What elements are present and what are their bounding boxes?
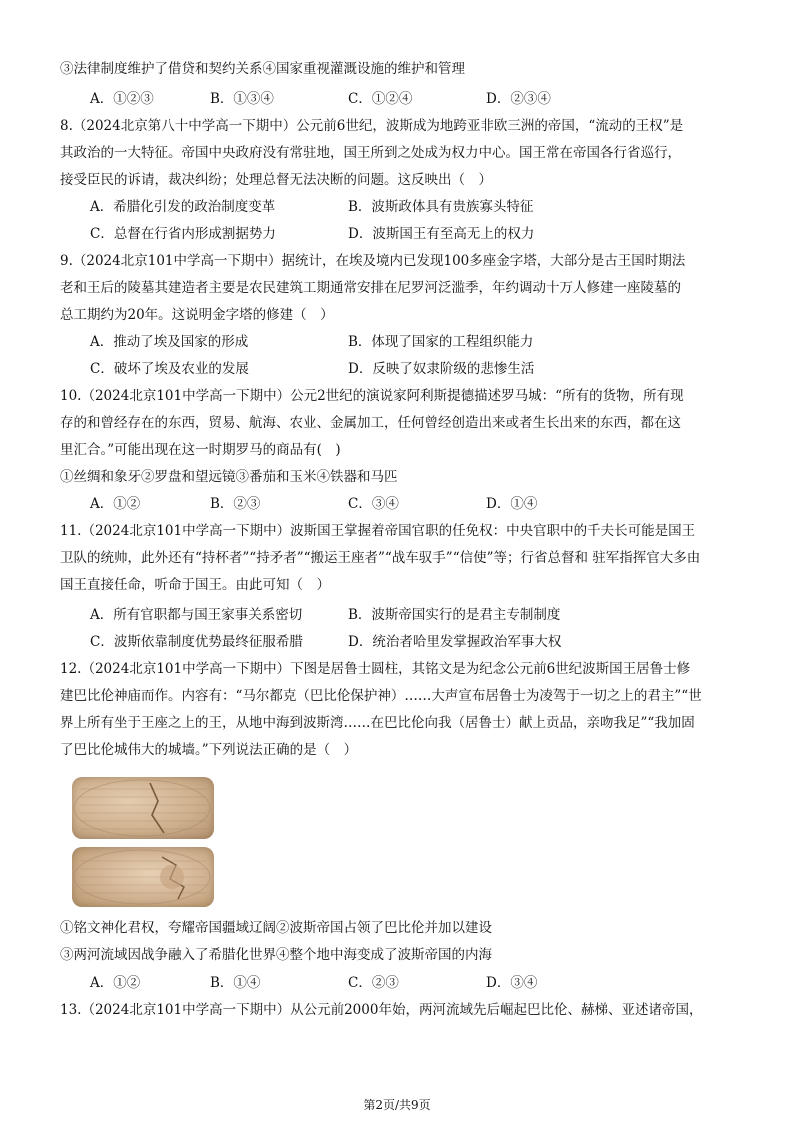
cyrus-cylinder-image-bottom bbox=[72, 847, 214, 907]
q9-stem-line-3: 总工期约为20年。这说明金字塔的修建（ ） bbox=[60, 307, 334, 323]
q9-option-b: B．体现了国家的工程组织能力 bbox=[348, 334, 534, 350]
cyrus-cylinder-image-top bbox=[72, 777, 214, 839]
q13-stem-line-1: 13.（2024北京101中学高一下期中）从公元前2000年始，两河流域先后崛起巴比伦、赫梯、亚述诸帝国， bbox=[60, 1002, 703, 1018]
page-number: 第2页/共9页 bbox=[363, 1098, 431, 1112]
q11-option-b: B．波斯帝国实行的是君主专制制度 bbox=[348, 607, 561, 623]
q10-option-d: D．①④ bbox=[486, 496, 538, 512]
q7-statements-line: ③法律制度维护了借贷和契约关系④国家重视灌溉设施的维护和管理 bbox=[60, 61, 465, 77]
q11-option-d: D．统治者哈里发掌握政治军事大权 bbox=[348, 634, 562, 650]
q12-statements-line-2: ③两河流域因战争融入了希腊化世界④整个地中海变成了波斯帝国的内海 bbox=[60, 947, 492, 963]
q9-stem-line-1: 9.（2024北京101中学高一下期中）据统计，在埃及境内已发现100多座金字塔，大部分是古王国时期法 bbox=[60, 253, 686, 269]
q8-stem-line-2: 其政治的一大特征。帝国中央政府没有常驻地，国王所到之处成为权力中心。国王常在帝国各行省巡行， bbox=[60, 145, 681, 161]
q12-option-c: C．②③ bbox=[348, 975, 399, 991]
q10-statements-line: ①丝绸和象牙②罗盘和望远镜③番茄和玉米④铁器和马匹 bbox=[60, 469, 398, 485]
q11-option-c: C．波斯依靠制度优势最终征服希腊 bbox=[90, 634, 303, 650]
q9-stem-line-2: 老和王后的陵墓其建造者主要是农民建筑工期通常安排在尼罗河泛滥季，年约调动十万人修建一座陵墓的 bbox=[60, 280, 681, 296]
q10-option-a: A．①② bbox=[90, 496, 141, 512]
q8-option-c: C．总督在行省内形成割据势力 bbox=[90, 226, 276, 242]
q10-option-b: B．②③ bbox=[210, 496, 261, 512]
q12-stem-line-3: 界上所有坐于王座之上的王，从地中海到波斯湾……在巴比伦向我（居鲁士）献上贡品，亲吻我足”“我加固 bbox=[60, 715, 695, 731]
q12-option-b: B．①④ bbox=[210, 975, 261, 991]
q10-stem-line-1: 10.（2024北京101中学高一下期中）公元2世纪的演说家阿利斯提德描述罗马城：“所有的货物，所有现 bbox=[60, 388, 684, 404]
q10-stem-line-2: 存的和曾经存在的东西，贸易、航海、农业、金属加工，任何曾经创造出来或者生长出来的东西，都在这 bbox=[60, 415, 681, 431]
q8-stem-line-3: 接受臣民的诉请，裁决纠纷；处理总督无法决断的问题。这反映出（ ） bbox=[60, 172, 492, 188]
q12-stem-line-1: 12.（2024北京101中学高一下期中）下图是居鲁士圆柱，其铭文是为纪念公元前6世纪波斯国王居鲁士修 bbox=[60, 661, 691, 677]
q9-option-d: D．反映了奴隶阶级的悲惨生活 bbox=[348, 361, 535, 377]
q8-stem-line-1: 8.（2024北京第八十中学高一下期中）公元前6世纪，波斯成为地跨亚非欧三洲的帝国，“流动的王权”是 bbox=[60, 118, 684, 134]
q10-stem-line-3: 里汇合。”可能出现在这一时期罗马的商品有( ) bbox=[60, 442, 341, 458]
q10-option-c: C．③④ bbox=[348, 496, 399, 512]
q12-stem-line-2: 建巴比伦神庙而作。内容有：“马尔都克（巴比伦保护神）……大声宣布居鲁士为凌驾于一切之上的君主”“世 bbox=[60, 688, 702, 704]
q7-option-b: B．①③④ bbox=[210, 91, 274, 107]
q8-option-d: D．波斯国王有至高无上的权力 bbox=[348, 226, 535, 242]
q12-stem-line-4: 了巴比伦城伟大的城墙。”下列说法正确的是（ ） bbox=[60, 742, 358, 758]
q12-statements-line-1: ①铭文神化君权，夸耀帝国疆域辽阔②波斯帝国占领了巴比伦并加以建设 bbox=[60, 920, 492, 936]
q8-option-b: B．波斯政体具有贵族寡头特征 bbox=[348, 199, 534, 215]
q9-option-a: A．推动了埃及国家的形成 bbox=[90, 334, 249, 350]
q12-option-a: A．①② bbox=[90, 975, 141, 991]
q11-stem-line-1: 11.（2024北京101中学高一下期中）波斯国王掌握着帝国官职的任免权：中央官职中的千夫长可能是国王 bbox=[60, 523, 696, 539]
q7-option-d: D．②③④ bbox=[486, 91, 551, 107]
q12-option-d: D．③④ bbox=[486, 975, 538, 991]
q11-option-a: A．所有官职都与国王家事关系密切 bbox=[90, 607, 303, 623]
q7-option-c: C．①②④ bbox=[348, 91, 413, 107]
q11-stem-line-2: 卫队的统帅，此外还有“持杯者”“持矛者”“搬运王座者”“战车驭手”“信使”等；行省总督和 驻军指挥官大多由 bbox=[60, 550, 701, 566]
q11-stem-line-3: 国王直接任命，听命于国王。由此可知（ ） bbox=[60, 577, 330, 593]
q7-option-a: A．①②③ bbox=[90, 91, 154, 107]
q9-option-c: C．破坏了埃及农业的发展 bbox=[90, 361, 249, 377]
q8-option-a: A．希腊化引发的政治制度变革 bbox=[90, 199, 276, 215]
